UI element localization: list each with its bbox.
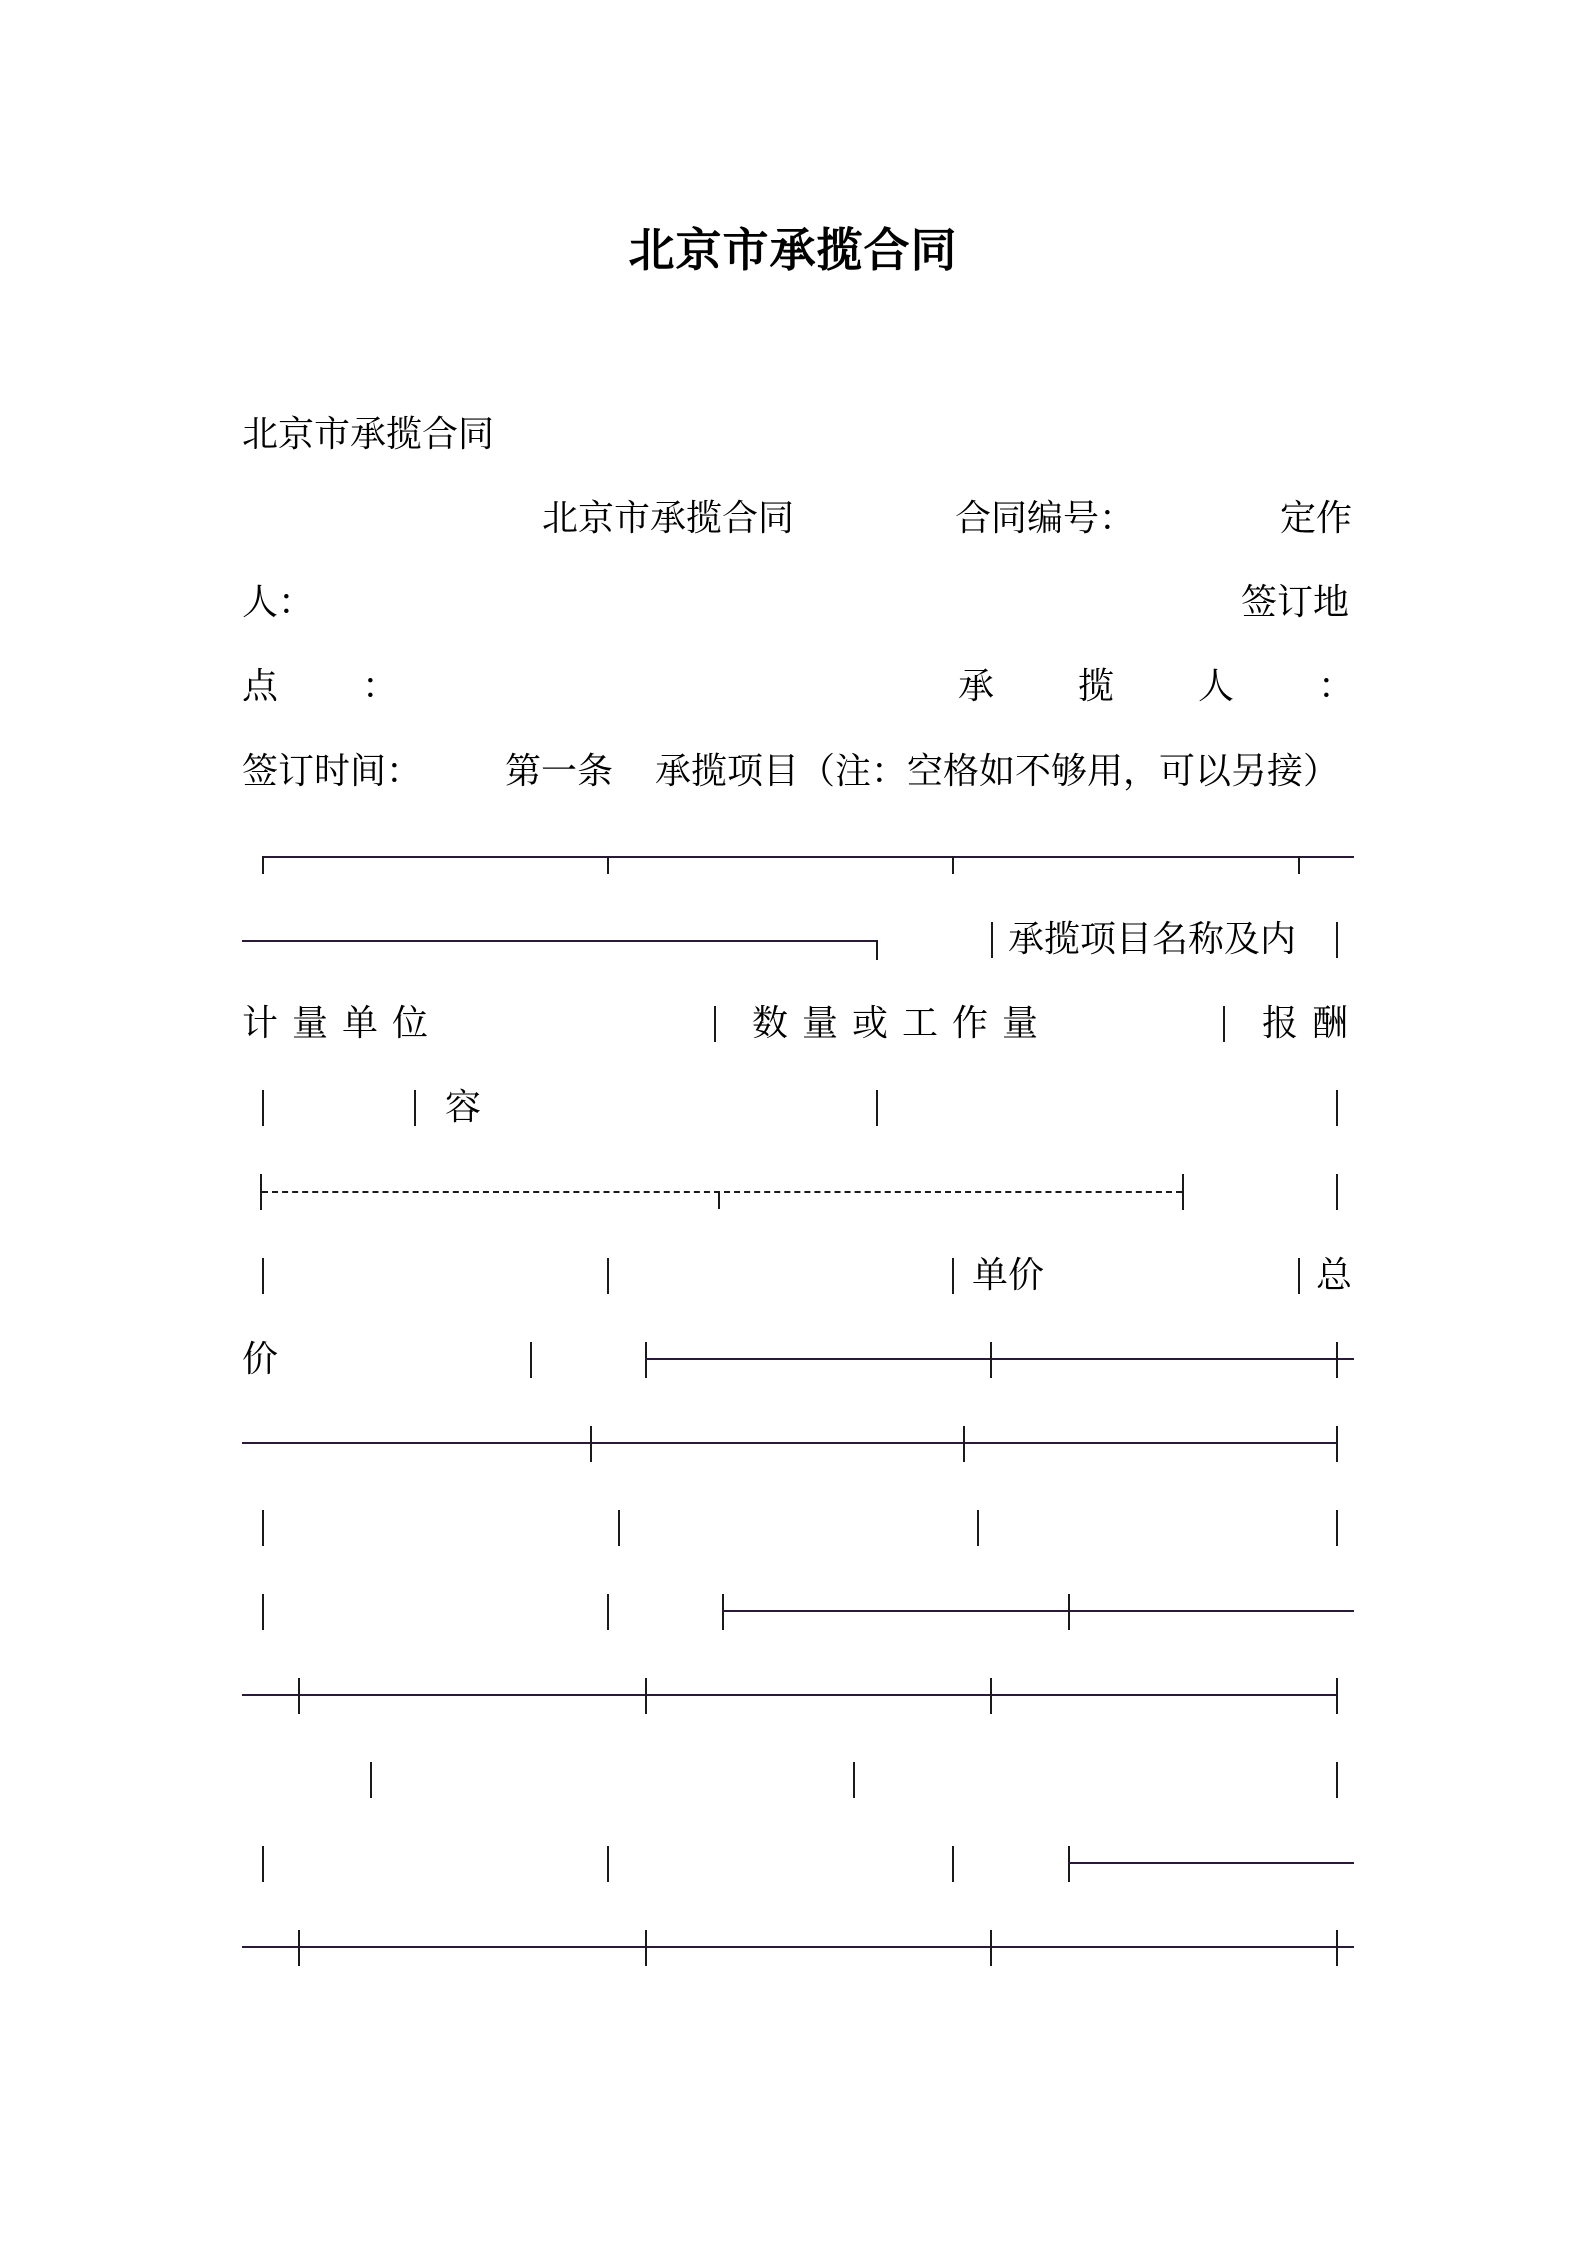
table-rule <box>298 1930 300 1966</box>
table-rule <box>990 1930 992 1966</box>
table-rule <box>262 1846 264 1882</box>
table-rule <box>414 1090 416 1126</box>
table-rule <box>853 1762 855 1798</box>
orderer-label-part2: 人： <box>242 582 315 623</box>
table-rule <box>990 1342 992 1378</box>
table-rule <box>262 1510 264 1546</box>
header-item-name-part2: 容 <box>445 1087 482 1128</box>
table-rule <box>714 1006 716 1042</box>
table-rule <box>590 1426 592 1462</box>
table-rule <box>262 1191 1182 1193</box>
table-rule <box>952 856 954 874</box>
header-total-price-part1: 总 <box>1316 1255 1353 1296</box>
table-rule <box>1336 1174 1338 1210</box>
table-rule <box>718 1191 720 1209</box>
table-rule <box>645 1678 647 1714</box>
table-rule <box>298 1678 300 1714</box>
table-rule <box>977 1510 979 1546</box>
table-rule <box>722 1610 1354 1612</box>
header-total-price-part2: 价 <box>242 1339 279 1380</box>
sign-place-colon: ： <box>362 666 399 707</box>
sign-time-label: 签订时间： <box>242 751 423 792</box>
article-1-text: 承揽项目（注：空格如不够用，可以另接） <box>655 751 1340 792</box>
table-rule <box>876 940 878 960</box>
table-rule <box>1068 1846 1070 1882</box>
table-rule <box>1298 856 1300 874</box>
table-rule <box>530 1342 532 1378</box>
table-rule <box>262 856 264 874</box>
table-rule <box>242 1946 1354 1948</box>
table-rule <box>607 1258 609 1294</box>
sign-place-label-part2: 点 <box>242 666 279 707</box>
header-reward: 报酬 <box>1262 1003 1363 1044</box>
table-rule <box>1068 1862 1354 1864</box>
table-rule <box>1336 1762 1338 1798</box>
table-rule <box>952 1258 954 1294</box>
table-rule <box>1068 1594 1070 1630</box>
header-unit-price: 单价 <box>972 1255 1045 1296</box>
table-rule <box>722 1594 724 1630</box>
table-rule <box>262 1090 264 1126</box>
article-1-label: 第一条 <box>505 751 614 792</box>
table-rule <box>990 1678 992 1714</box>
table-rule <box>370 1762 372 1798</box>
table-rule <box>607 1594 609 1630</box>
table-rule <box>618 1510 620 1546</box>
table-rule <box>1336 1342 1338 1378</box>
table-rule <box>645 1342 647 1378</box>
contractor-label-char: 人 <box>1198 666 1235 707</box>
table-rule <box>645 1930 647 1966</box>
header-item-name-part1: 承揽项目名称及内 <box>1008 919 1297 960</box>
table-rule <box>1336 1090 1338 1126</box>
table-rule <box>991 922 993 958</box>
contract-number-label: 合同编号： <box>955 498 1136 539</box>
table-rule <box>242 940 877 942</box>
document-title: 北京市承揽合同 <box>628 223 958 277</box>
table-rule <box>262 856 1354 858</box>
table-rule <box>1336 1510 1338 1546</box>
table-rule <box>607 856 609 874</box>
header-unit: 计量单位 <box>242 1003 443 1044</box>
table-rule <box>1336 1678 1338 1714</box>
table-rule <box>242 1442 1338 1444</box>
sign-place-label-part1: 签订地 <box>1241 582 1350 623</box>
contractor-label-char: 揽 <box>1078 666 1115 707</box>
table-rule <box>1182 1174 1184 1210</box>
table-rule <box>262 1258 264 1294</box>
orderer-label-part1: 定作 <box>1280 498 1353 539</box>
table-rule <box>645 1358 1354 1360</box>
table-rule <box>607 1846 609 1882</box>
contractor-label-char: ： <box>1318 666 1355 707</box>
table-rule <box>1223 1006 1225 1042</box>
table-rule <box>1298 1258 1300 1294</box>
document-subtitle: 北京市承揽合同 <box>242 414 495 455</box>
header-quantity: 数量或工作量 <box>752 1003 1053 1044</box>
table-rule <box>242 1694 1338 1696</box>
table-rule <box>963 1426 965 1462</box>
contractor-label-char: 承 <box>958 666 995 707</box>
table-rule <box>1336 1426 1338 1462</box>
table-rule <box>952 1846 954 1882</box>
table-rule <box>1336 922 1338 958</box>
table-rule <box>1336 1930 1338 1966</box>
table-rule <box>262 1594 264 1630</box>
header-contract-title: 北京市承揽合同 <box>542 498 795 539</box>
table-rule <box>876 1090 878 1126</box>
